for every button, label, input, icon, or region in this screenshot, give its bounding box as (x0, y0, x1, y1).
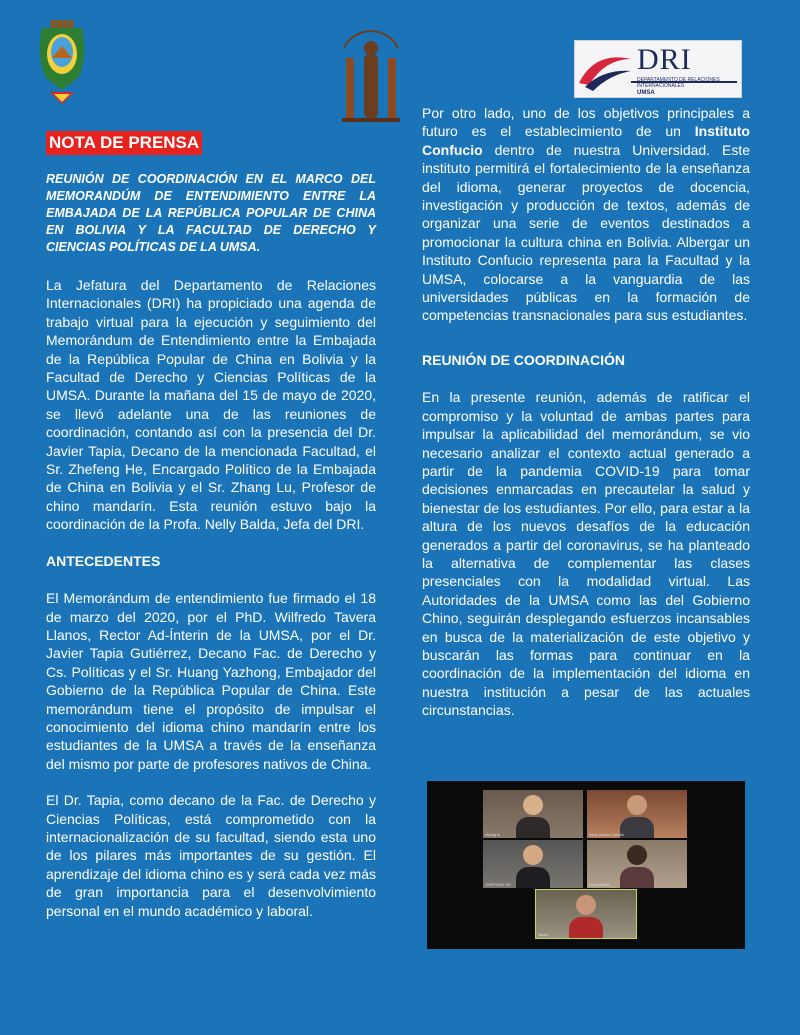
participant-name: Javier (538, 932, 549, 937)
left-column (46, 171, 376, 938)
video-call-photo (427, 781, 745, 949)
umsa-seal-icon (336, 18, 406, 126)
confucio-text-after: dentro de nuestra Universidad. Este instituto permitirá el fortalecimiento de la enseñanza del idioma, generar proyectos de docencia, investigación y producción de textos, además de organizar una serie de eventos destinados a promocionar la cultura china en Bolivia. Albergar un Instituto Confucio representa para la Facultad y la UMSA, colocarse a la vanguardia de las universidades públicas en la formación de competencias transnacionales para sus estudiantes. (422, 141, 750, 324)
participant-tile (587, 840, 687, 888)
participant-name: zhang lu (485, 832, 501, 837)
right-column (422, 104, 750, 738)
participant-tile (483, 790, 583, 838)
reunion-heading: REUNIÓN DE COORDINACIÓN (422, 351, 626, 368)
dri-title: DRI (637, 43, 692, 76)
participant-name: Nelly Balda Cabello (589, 832, 624, 837)
intro-paragraph: La Jefatura del Departamento de Relaciones Internacionales (DRI) ha propiciado una agenda de trabajo virtual para la ejecución y seguimiento del Memorándum de Entendimiento entre la Embajada de la República Popular de China en Bolivia y la Facultad de Derecho y Ciencias Políticas de la UMSA. Durante la mañana del 15 de mayo de 2020, se llevó adelante una de las reuniones de coordinación, contando así con la presencia del Dr. Javier Tapia, Decano de la mencionada Facultad, el Sr. Zhefeng He, Encargado Político de la Embajada de China en Bolivia y el Sr. Zhang Lu, Profesor de chino mandarín. Esta reunión estuvo bajo la coordinación de la Profa. Nelly Balda, Jefa del DRI. (46, 277, 376, 533)
confucio-paragraph (422, 104, 750, 325)
dri-org: UMSA (637, 90, 655, 96)
participant-tile (587, 790, 687, 838)
dri-subtitle: DEPARTAMENTO DE RELACIONES INTERNACIONALES (637, 77, 720, 89)
participant-name: ZHEFENG HE (485, 882, 511, 887)
antecedentes-heading: ANTECEDENTES (46, 552, 161, 569)
instituto-confucio-bold: Instituto Confucio (422, 123, 750, 158)
bolivia-coat-of-arms-icon (36, 18, 88, 106)
reunion-paragraph: En la presente reunión, además de ratificar el compromiso y la voluntad de ambas partes para impulsar la aplicabilidad del memorándum, se vio necesario analizar el contexto actual generado a partir de la pandemia COVID-19 para tomar decisiones enmarcadas en precautelar la salud y bienestar de los estudiantes. Por ello, para estar a la altura de los nuevos desafíos de la educación generados a partir del coronavirus, se ha planteado la alternativa de complementar las clases presenciales con la modalidad virtual. Las Autoridades de la UMSA como las del Gobierno Chino, seguirán desplegando esfuerzos incansables en busca de la materialización de este objetivo y buscarán las formas para continuar en la coordinación de la implementación del idioma en nuestra institución a pesar de las actuales circunstancias. (422, 389, 750, 719)
dri-logo (574, 40, 742, 98)
press-release-badge: NOTA DE PRENSA (46, 131, 202, 155)
antecedentes-paragraph: El Memorándum de entendimiento fue firmado el 18 de marzo del 2020, por el PhD. Wilfredo Tavera Llanos, Rector Ad-Ínterin de la UMSA, por el Dr. Javier Tapia Gutiérrez, Decano Fac. de Derecho y Cs. Políticas y el Sr. Huang Yazhong, Embajador del Gobierno de la República Popular de China. Este memorándum tiene el propósito de impulsar el conocimiento del idioma chino mandarín entre los estudiantes de la UMSA a través de la enseñanza del mismo por parte de profesores nativos de China. (46, 590, 376, 772)
confucio-text-before: Por otro lado, uno de los objetivos principales a futuro es el establecimiento de un (422, 105, 750, 140)
dri-swoosh-icon (575, 41, 635, 97)
article-subtitle: REUNIÓN DE COORDINACIÓN EN EL MARCO DEL MEMORANDÚM DE ENTENDIMIENTO ENTRE LA EMBAJADA DE LA REPÚBLICA POPULAR DE CHINA EN BOLIVIA Y LA FACULTAD DE DERECHO Y CIENCIAS POLÍTICAS DE LA UMSA. (46, 172, 376, 254)
participant-tile (535, 889, 637, 939)
tapia-paragraph: El Dr. Tapia, como decano de la Fac. de Derecho y Ciencias Políticas, está comprometido con la internacionalización de su facultad, siendo esta uno de los pilares más importantes de su gestión. El aprendizaje del idioma chino es y será cada vez más de gran importancia para el desenvolvimiento personal en el mundo académico y laboral. (46, 792, 376, 919)
participant-tile (483, 840, 583, 888)
participant-name: Nelly Balda (589, 882, 610, 887)
